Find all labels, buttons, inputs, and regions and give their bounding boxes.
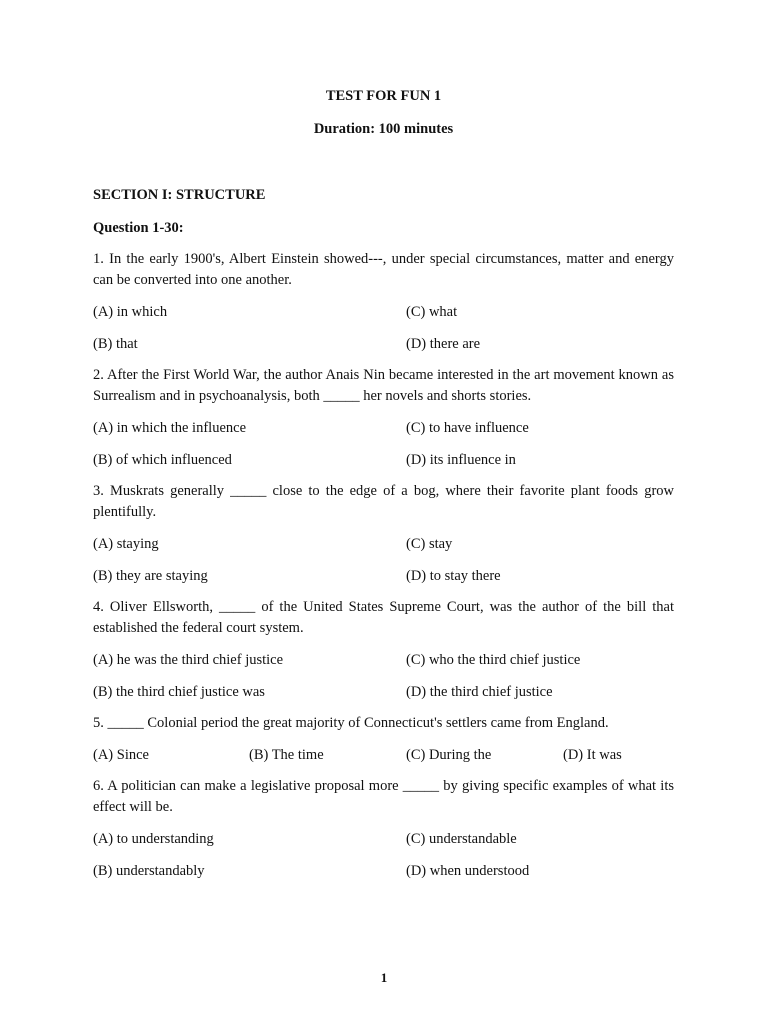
option-q6-d: (D) when understood	[406, 863, 530, 879]
question-5: 5. _____ Colonial period the great majority of Connecticut's settlers came from England.	[93, 715, 609, 731]
option-q6-a: (A) to understanding	[93, 831, 214, 847]
page-number: 1	[380, 970, 388, 985]
option-q5-c: (C) During the	[406, 747, 492, 763]
option-q2-d: (D) its influence in	[406, 452, 516, 468]
options-q5	[93, 745, 674, 765]
option-q1-b: (B) that	[93, 336, 138, 352]
options-q4	[93, 650, 674, 702]
options-q2	[93, 418, 674, 470]
option-q1-a: (A) in which	[93, 304, 168, 320]
option-q6-c: (C) understandable	[406, 831, 517, 847]
option-q1-c: (C) what	[406, 304, 458, 320]
option-q3-c: (C) stay	[406, 536, 453, 552]
options-q1	[93, 302, 674, 354]
options-q6	[93, 829, 674, 881]
question-3: 3. Muskrats generally _____ close to the edge of a bog, where their favorite plant foods grow plentifully.	[93, 483, 674, 520]
question-4: 4. Oliver Ellsworth, _____ of the United States Supreme Court, was the author of the bill that established the federal court system.	[93, 599, 674, 636]
document-page	[93, 86, 674, 881]
option-q4-d: (D) the third chief justice	[406, 684, 553, 700]
option-q5-b: (B) The time	[249, 747, 324, 763]
question-6: 6. A politician can make a legislative proposal more _____ by giving specific examples of what its effect will be.	[93, 778, 674, 815]
option-q1-d: (D) there are	[406, 336, 481, 352]
duration-text: Duration: 100 minutes	[313, 121, 454, 137]
section-heading: SECTION I: STRUCTURE	[93, 187, 266, 203]
question-range: Question 1-30:	[93, 220, 184, 236]
option-q3-a: (A) staying	[93, 536, 159, 552]
option-q3-b: (B) they are staying	[93, 568, 208, 584]
document-title: TEST FOR FUN 1	[325, 88, 442, 104]
option-q3-d: (D) to stay there	[406, 568, 501, 584]
options-q3	[93, 534, 674, 586]
option-q2-b: (B) of which influenced	[93, 452, 232, 468]
option-q2-a: (A) in which the influence	[93, 420, 247, 436]
option-q6-b: (B) understandably	[93, 863, 205, 879]
option-q5-a: (A) Since	[93, 747, 149, 763]
option-q4-a: (A) he was the third chief justice	[93, 652, 284, 668]
option-q2-c: (C) to have influence	[406, 420, 529, 436]
option-q4-c: (C) who the third chief justice	[406, 652, 581, 668]
question-2: 2. After the First World War, the author Anais Nin became interested in the art movement known as Surrealism and in psychoanalysis, both _____ her novels and shorts stories.	[93, 367, 674, 404]
option-q4-b: (B) the third chief justice was	[93, 684, 265, 700]
question-1: 1. In the early 1900's, Albert Einstein showed---, under special circumstances, matter and energy can be converted into one another.	[93, 251, 674, 288]
option-q5-d: (D) It was	[563, 747, 622, 763]
